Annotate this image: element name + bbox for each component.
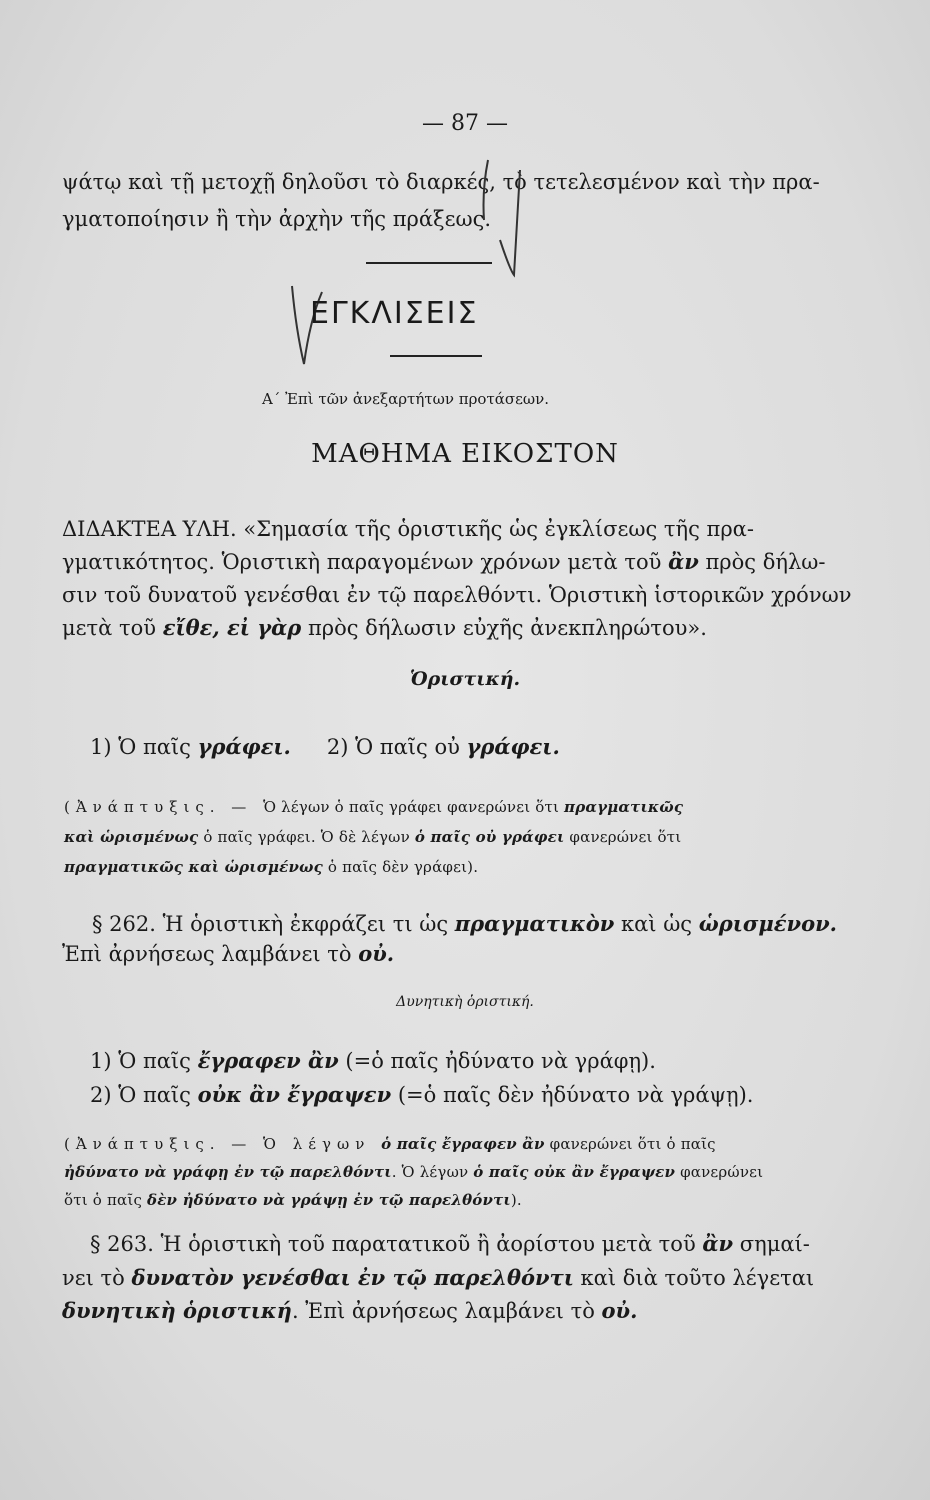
didaktea-line-4: μετὰ τοῦ εἴθε, εἰ γὰρ πρὸς δήλωσιν εὐχῆς ἀνεκπληρώτου». [62, 615, 707, 640]
analysis-2-line-3: ὅτι ὁ παῖς δὲν ἠδύνατο νὰ γράψῃ ἐν τῷ παρελθόντι). [64, 1191, 522, 1209]
paragraph-263-line-3: δυνητικὴ ὁριστική. Ἐπὶ ἀρνήσεως λαμβάνει τὸ οὐ. [62, 1298, 638, 1323]
example-2-line-1: 1) Ὁ παῖς ἔγραφεν ἂν (=ὁ παῖς ἠδύνατο νὰ γράφῃ). [90, 1048, 656, 1073]
analysis-1-line-2: καὶ ὡρισμένως ὁ παῖς γράφει. Ὁ δὲ λέγων ὁ παῖς οὐ γράφει φανερώνει ὅτι [64, 828, 682, 846]
example-1: 1) Ὁ παῖς γράφει. 2) Ὁ παῖς οὐ γράφει. [90, 734, 560, 759]
page-number: — 87 — [422, 111, 508, 136]
analysis-2-line-2: ἠδύνατο νὰ γράφῃ ἐν τῷ παρελθόντι. Ὁ λέγων ὁ παῖς οὐκ ἂν ἔγραψεν φανερώνει [64, 1163, 764, 1181]
paragraph-262-line-1: § 262. Ἡ ὁριστικὴ ἐκφράζει τι ὡς πραγματικὸν καὶ ὡς ὡρισμένον. [92, 911, 837, 936]
didaktea-line-2: γματικότητος. Ὁριστικὴ παραγομένων χρόνων μετὰ τοῦ ἂν πρὸς δήλω- [62, 549, 826, 574]
divider-upper [366, 262, 492, 264]
analysis-1-line-3: πραγματικῶς καὶ ὡρισμένως ὁ παῖς δὲν γράφει). [64, 858, 479, 876]
lesson-title: ΜΑΘΗΜΑ ΕΙΚΟΣΤΟΝ [311, 439, 619, 469]
oristiki-heading: Ὁριστική. [409, 668, 521, 690]
intro-line-1: ψάτῳ καὶ τῇ μετοχῇ δηλοῦσι τὸ διαρκές, τὸ τετελεσμένον καὶ τὴν πρα- [62, 170, 820, 194]
section-a-title: Α΄ Ἐπὶ τῶν ἀνεξαρτήτων προτάσεων. [262, 390, 550, 408]
didaktea-line-3: σιν τοῦ δυνατοῦ γενέσθαι ἐν τῷ παρελθόντι. Ὁριστικὴ ἱστορικῶν χρόνων [62, 583, 852, 607]
paragraph-262-line-2: Ἐπὶ ἀρνήσεως λαμβάνει τὸ οὐ. [62, 941, 395, 966]
dynitiki-heading: Δυνητικὴ ὁριστική. [396, 994, 534, 1010]
section-heading: ΕΓΚΛΙΣΕΙΣ [310, 296, 479, 331]
example-2-line-2: 2) Ὁ παῖς οὐκ ἂν ἔγραψεν (=ὁ παῖς δὲν ἠδύνατο νὰ γράψῃ). [90, 1082, 754, 1107]
analysis-2-line-1: (Ἀνάπτυξις. — Ὁ λέγων ὁ παῖς ἔγραφεν ἂν φανερώνει ὅτι ὁ παῖς [64, 1135, 716, 1153]
divider-lower [390, 355, 482, 357]
paragraph-263-line-2: νει τὸ δυνατὸν γενέσθαι ἐν τῷ παρελθόντι καὶ διὰ τοῦτο λέγεται [62, 1265, 815, 1290]
intro-line-2: γματοποίησιν ἢ τὴν ἀρχὴν τῆς πράξεως. [62, 207, 492, 231]
pencil-check-mark [470, 150, 530, 280]
analysis-1-line-1: (Ἀνάπτυξις. — Ὁ λέγων ὁ παῖς γράφει φανερώνει ὅτι πραγματικῶς [64, 798, 684, 816]
paragraph-263-line-1: § 263. Ἡ ὁριστικὴ τοῦ παρατατικοῦ ἢ ἀορίστου μετὰ τοῦ ἂν σημαί- [90, 1231, 810, 1256]
didaktea-line-1: ΔΙΔΑΚΤΕΑ ΥΛΗ. «Σημασία τῆς ὁριστικῆς ὡς ἐγκλίσεως τῆς πρα- [62, 517, 754, 541]
